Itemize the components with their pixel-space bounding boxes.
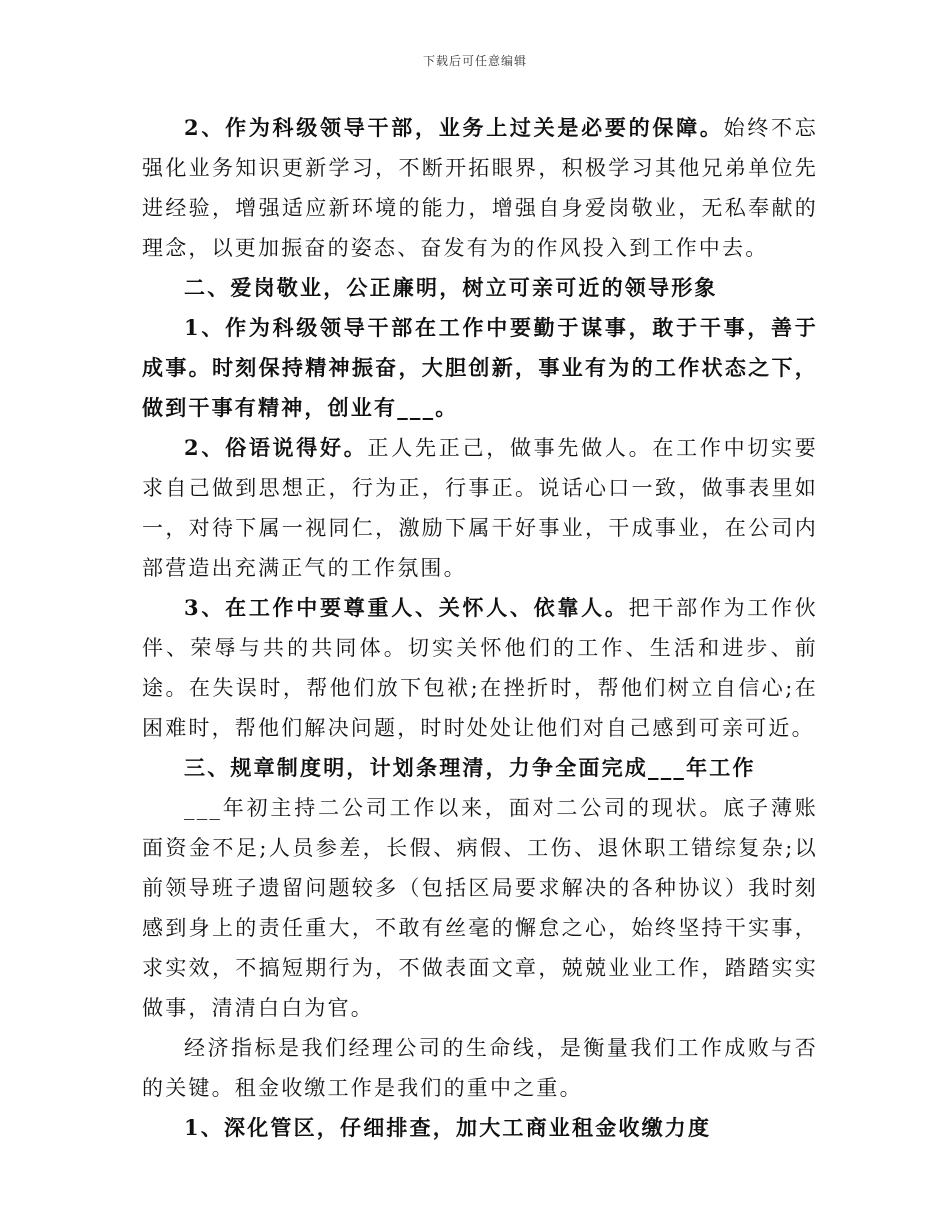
document-body: [142, 108, 818, 1148]
paragraph-lead: 1、作为科级领导干部在工作中要勤于谋事，敢于干事，善于成事。时刻保持精神振奋，大胆创新，事业有为的工作状态之下，做到干事有精神，创业有___。: [142, 315, 818, 420]
paragraph-lead: 2、俗语说得好。: [184, 435, 368, 460]
subsection-heading-rent-collection: 1、深化管区，仔细排查，加大工商业租金收缴力度: [184, 1115, 712, 1140]
paragraph-text: 正人先正己，做事先做人。在工作中切实要求自己做到思想正，行为正，行事正。说话心口一致，做事表里如一，对待下属一视同仁，激励下属干好事业，干成事业，在公司内部营造出充满正气的工作氛围。: [142, 436, 818, 580]
paragraph-business-skills: [142, 108, 818, 268]
paragraph-respect: [142, 588, 818, 748]
paragraph-economic-indicators: [142, 1028, 818, 1108]
paragraph-lead: 2、作为科级领导干部，业务上过关是必要的保障。: [184, 115, 724, 140]
paragraph-text: 始终不忘强化业务知识更新学习，不断开拓眼界，积极学习其他兄弟单位先进经验，增强适应新环境的能力，增强自身爱岗敬业，无私奉献的理念，以更加振奋的姿态、奋发有为的作风投入到工作中去。: [142, 116, 818, 260]
paragraph-text: 把干部作为工作伙伴、荣辱与共的共同体。切实关怀他们的工作、生活和进步、前途。在失误时，帮他们放下包袱;在挫折时，帮他们树立自信心;在困难时，帮他们解决问题，时时处处让他们对自己感到可亲可近。: [142, 596, 818, 740]
section-heading-2: 二、爱岗敬业，公正廉明，树立可亲可近的领导形象: [184, 275, 718, 300]
section-heading-3: 三、规章制度明，计划条理清，力争全面完成___年工作: [184, 755, 756, 780]
paragraph-diligence: [142, 308, 818, 428]
paragraph-text: ___年初主持二公司工作以来，面对二公司的现状。底子薄账面资金不足;人员参差，长假、病假、工伤、退休职工错综复杂;以前领导班子遗留问题较多（包括区局要求解决的各种协议）我时刻感到身上的责任重大，不敢有丝毫的懈怠之心，始终坚持干实事，求实效，不搞短期行为，不做表面文章，兢兢业业工作，踏踏实实做事，清清白白为官。: [142, 796, 818, 1020]
paragraph-proverb: [142, 428, 818, 588]
paragraph-text: 经济指标是我们经理公司的生命线，是衡量我们工作成败与否的关键。租金收缴工作是我们的重中之重。: [142, 1036, 818, 1100]
paragraph-company-status: [142, 788, 818, 1028]
paragraph-lead: 3、在工作中要尊重人、关怀人、依靠人。: [184, 595, 629, 620]
page-header: 下载后可任意编辑: [422, 54, 527, 68]
